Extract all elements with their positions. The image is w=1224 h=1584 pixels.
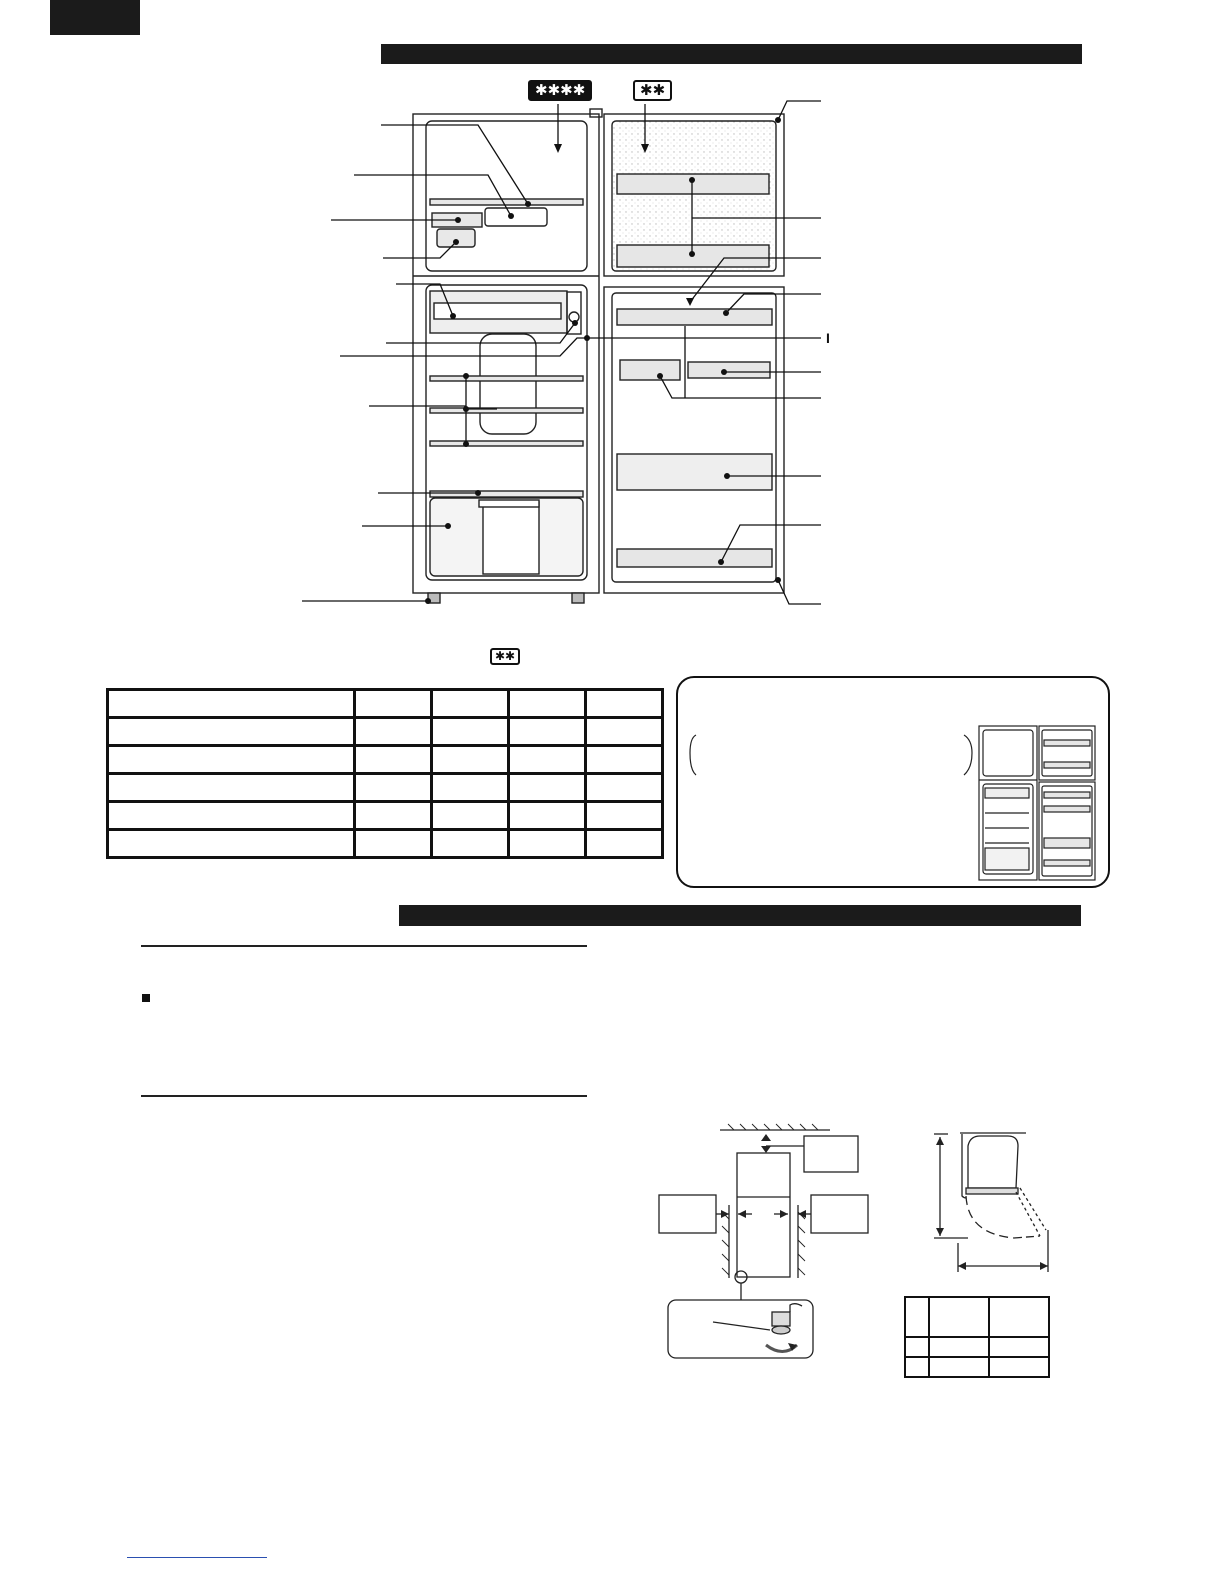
table-row bbox=[108, 774, 663, 802]
table-row bbox=[905, 1357, 1049, 1377]
adjustable-foot-right bbox=[572, 593, 584, 603]
freezer-four-star-icon: ✱✱✱✱ bbox=[528, 80, 592, 101]
freezer-door-pocket-1 bbox=[617, 174, 769, 194]
footer-link-underline[interactable] bbox=[127, 1557, 267, 1558]
page-number-tab bbox=[50, 0, 140, 35]
two-star-inline-icon: ✱✱ bbox=[490, 647, 520, 665]
refrigerator-parts-illustration bbox=[0, 60, 1224, 650]
table-row bbox=[108, 690, 663, 718]
ice-tray bbox=[485, 208, 547, 226]
clearance-dimension-table bbox=[904, 1296, 1050, 1378]
clearance-box-top bbox=[804, 1136, 858, 1172]
table-row bbox=[905, 1297, 1049, 1337]
clearance-box-left bbox=[659, 1195, 716, 1233]
table-row bbox=[108, 718, 663, 746]
door-open-thumbnail-illustration bbox=[678, 678, 1108, 886]
shelf-3 bbox=[430, 441, 583, 446]
freezer-shelf bbox=[430, 199, 583, 205]
crisper-cover bbox=[430, 491, 583, 497]
two-star-compartment-icon: ✱✱ bbox=[633, 80, 672, 101]
egg-tray bbox=[620, 360, 680, 380]
door-pocket-small bbox=[688, 362, 770, 378]
bottle-pocket bbox=[617, 549, 772, 567]
section-header-bar-installation bbox=[399, 905, 1081, 926]
refrigerator-door-liner bbox=[612, 293, 776, 582]
duct-cover bbox=[480, 334, 536, 434]
hinge-top bbox=[590, 109, 602, 117]
refrigerator-door bbox=[604, 287, 784, 593]
specifications-table bbox=[106, 688, 664, 859]
door-pocket-medium bbox=[617, 454, 772, 490]
divider-rule-1 bbox=[141, 945, 587, 947]
thermostat-housing bbox=[567, 292, 581, 334]
shelf-2 bbox=[430, 408, 583, 413]
stray-label-mark: I bbox=[826, 330, 830, 346]
note-box bbox=[676, 676, 1110, 888]
divider-rule-2 bbox=[141, 1095, 587, 1097]
table-row bbox=[108, 746, 663, 774]
table-row bbox=[905, 1337, 1049, 1357]
clearance-box-right bbox=[811, 1195, 868, 1233]
dairy-compartment bbox=[617, 309, 772, 325]
table-row bbox=[108, 802, 663, 830]
shelf-1 bbox=[430, 376, 583, 381]
square-bullet-icon bbox=[142, 994, 150, 1002]
table-row bbox=[108, 830, 663, 858]
